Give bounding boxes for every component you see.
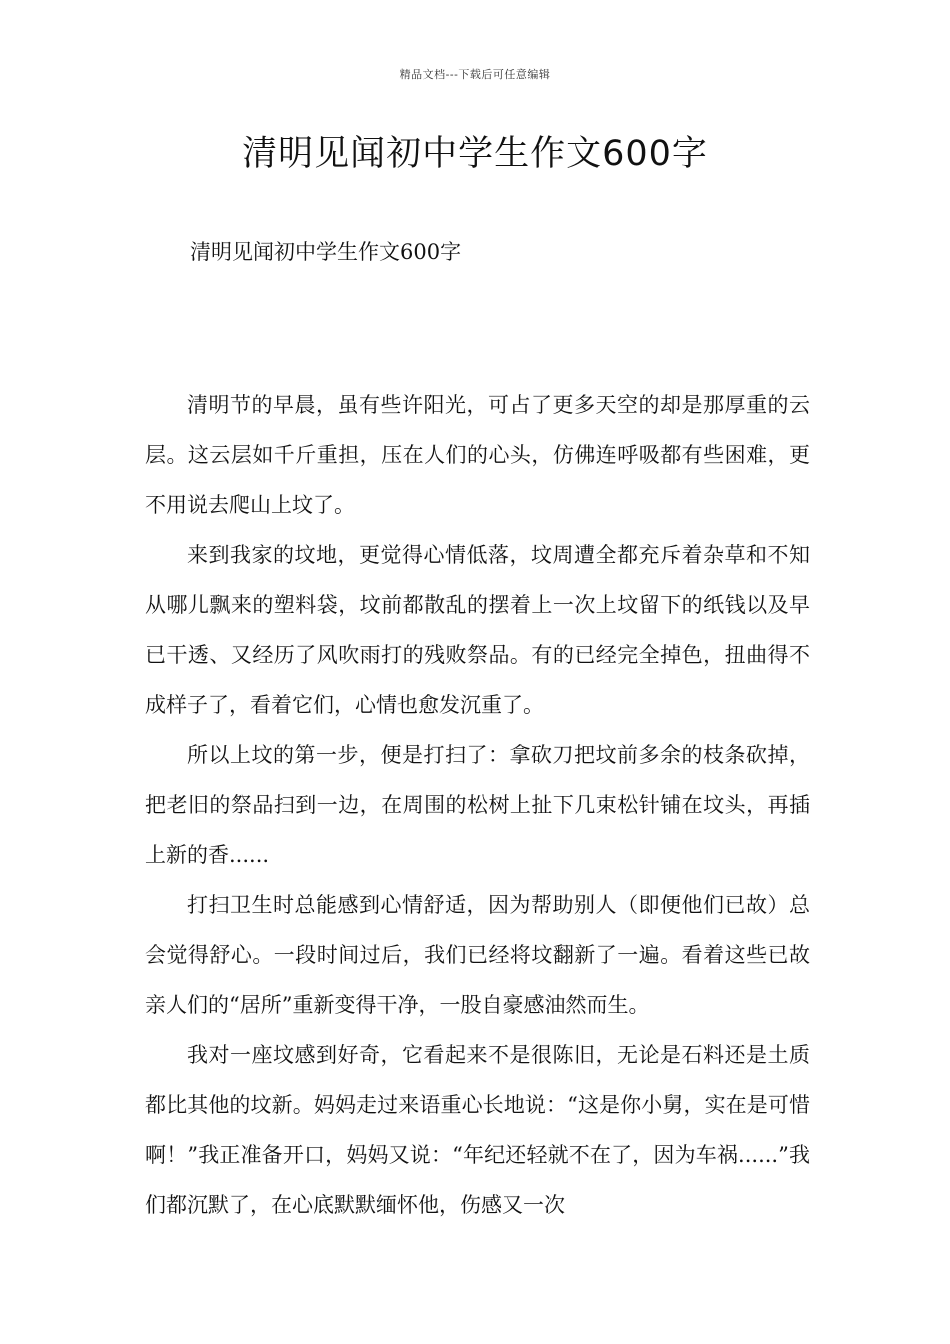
- paragraph: 我对一座坟感到好奇，它看起来不是很陈旧，无论是石料还是土质都比其他的坟新。妈妈走过来语重心长地说：“这是你小舅，实在是可惜啊！”我正准备开口，妈妈又说：“年纪还轻就不在了，因为车祸......”我们都沉默了，在心底默默缅怀他，伤感又一次: [145, 1043, 810, 1217]
- header-note: 精品文档---下载后可任意编辑: [399, 68, 551, 81]
- paragraph: 来到我家的坟地，更觉得心情低落，坟周遭全都充斥着杂草和不知从哪儿飘来的塑料袋，坟前都散乱的摆着上一次上坟留下的纸钱以及早已干透、又经历了风吹雨打的残败祭品。有的已经完全掉色，扭曲得不成样子了，看着它们，心情也愈发沉重了。: [145, 543, 810, 717]
- document-title: 清明见闻初中学生作文600字: [242, 134, 708, 174]
- paragraph: 所以上坟的第一步，便是打扫了：拿砍刀把坟前多余的枝条砍掉，把老旧的祭品扫到一边，在周围的松树上扯下几束松针铺在坟头，再插上新的香......: [145, 743, 810, 867]
- document-subtitle: 清明见闻初中学生作文600字: [190, 240, 462, 264]
- paragraph: 清明节的早晨，虽有些许阳光，可占了更多天空的却是那厚重的云层。这云层如千斤重担，压在人们的心头，仿佛连呼吸都有些困难，更不用说去爬山上坟了。: [145, 393, 810, 517]
- document-body: [145, 380, 810, 1230]
- paragraph: 打扫卫生时总能感到心情舒适，因为帮助别人（即便他们已故）总会觉得舒心。一段时间过后，我们已经将坟翻新了一遍。看着这些已故亲人们的“居所”重新变得干净，一股自豪感油然而生。: [145, 893, 810, 1017]
